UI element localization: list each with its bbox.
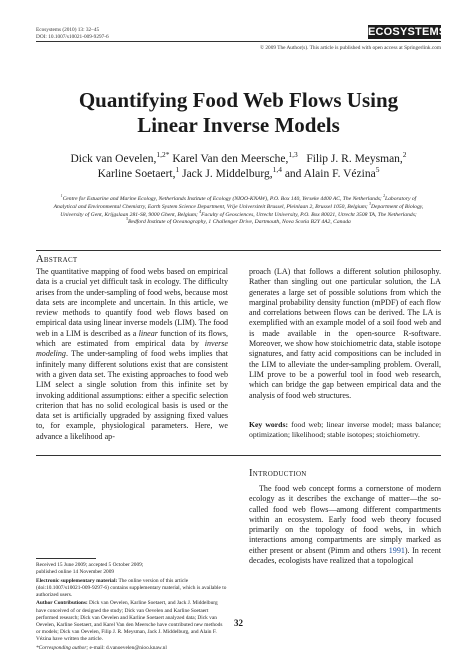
author-affil-sup: 1,2 (156, 150, 166, 160)
corresponding-mark: * (165, 150, 170, 160)
abstract-emphasis: linear (138, 328, 158, 338)
affil-number: 3 (369, 201, 371, 206)
abstract-top-rule (36, 250, 441, 251)
affil-text: Faculty of Geosciences, Utrecht University, P.O. Box 80021, Utrecht 3508 TA, The Netherlands; (201, 211, 417, 218)
keywords (249, 420, 441, 440)
affil-number: 1 (60, 194, 63, 199)
affil-text: Department of Biology, University of Gent, Krijgslaan 281-S8, 9000 Ghent, Belgium; (60, 203, 424, 218)
title-line-1: Quantifying Food Web Flows Using (78, 88, 399, 112)
abstract-right-column (249, 267, 441, 401)
esm-note (36, 578, 228, 599)
abstract-text: The quantitative mapping of food webs based on empirical data is a crucial yet difficult task in ecology. The difficulty arises from the under-sampling of food webs, because most data sets are incomplete and uncertain. In this article, we review methods to quantify food web flows based on empirical data using linear inverse models (LIM). The food web in a LIM is described as a (36, 267, 228, 338)
keywords-text: food web; linear inverse model; mass balance; optimization; likelihood; stable isotopes; stoichiometry. (249, 420, 441, 439)
intro-paragraph: ). In recent decades, ecologists have realized that a topological (249, 545, 441, 566)
affil-number: 2 (383, 194, 385, 199)
abstract-bottom-rule (36, 455, 441, 456)
author-affil-sup: 1 (175, 165, 180, 175)
journal-doi: DOI: 10.1007/s10021-009-9297-6 (36, 34, 109, 40)
published-date: published online 14 November 2009 (36, 569, 115, 576)
author-name: and Alain F. Vézina (281, 168, 376, 180)
affil-text: Centre for Estuarine and Marine Ecology, Netherlands Institute of Ecology (NIOO-KNAW), P.O. Box 140, Yerseke 4400 AC, The Netherlands; (62, 196, 384, 202)
journal-logo: ECOSYSTEMS (368, 26, 447, 38)
corresponding-note (36, 645, 228, 652)
citation-link[interactable]: 1991 (388, 545, 405, 555)
abstract-emphasis: inverse modeling (36, 339, 228, 359)
title-line-2: Linear Inverse Models (137, 113, 340, 137)
author-name: Dick van Oevelen, (70, 153, 157, 165)
esm-label: Electronic supplementary material: (36, 577, 118, 584)
corresponding-email: e-mail: d.vanoevelen@nioo.knaw.nl (88, 644, 167, 651)
esm-text: The online version of this article (doi:10.1007/s10021-009-9297-6) contains supplementary material, which is available to authorized users. (36, 577, 227, 598)
abstract-left-column (36, 267, 228, 442)
affil-number: 5 (126, 217, 128, 222)
author-line-2 (36, 167, 441, 182)
author-affil-sup: 1,4 (272, 165, 282, 175)
abstract-text: function of its flows, which are estimated from empirical data by (36, 328, 228, 349)
affil-text: Bedford Institute of Oceanography, 1 Challenger Drive, Dartmouth, Nova Scotia B2Y 4A2, Canada (127, 219, 351, 226)
author-affil-sup: 1,3 (288, 150, 298, 160)
author-name: Jack J. Middelburg, (179, 168, 273, 180)
author-name: Filip J. R. Meysman, (297, 153, 403, 165)
author-line-1 (36, 152, 441, 167)
dates-note (36, 562, 228, 576)
affil-number: 4 (199, 209, 202, 214)
abstract-heading: Abstract (36, 254, 78, 265)
abstract-text: proach (LA) that follows a different solution philosophy. Rather than singling out one particular solution, the LA generates a large set of possible solutions from which the marginal probability density function (mPDF) of each flow and correlations between flows can be derived. The LA is exemplified with an example model of a soil food web and is made available in the open-source R-software. Moreover, we show how stoichiometric data, stable isotope signatures, and fatty acid compositions can be included in the LIM to alleviate the under-sampling problem. Overall, LIM prove to be a powerful tool in food web research, which can bridge the gap between empirical data and the analysis of food web structures. (249, 267, 441, 400)
introduction-text (249, 484, 441, 566)
author-list (36, 152, 441, 182)
introduction-heading: Introduction (249, 468, 307, 479)
article-title (36, 88, 441, 138)
author-affil-sup: 2 (402, 150, 407, 160)
header-rule (36, 41, 441, 42)
copyright-notice: © 2009 The Author(s). This article is published with open access at Springerlink.com (260, 45, 441, 51)
affil-text: Laboratory of Analytical and Environmental Chemistry, Earth System Science Department, Vrije Universiteit Brussel, Pleinlaan 2, Brussel 1050, Belgium; (53, 196, 417, 210)
footnote-rule (36, 558, 96, 559)
journal-citation: Ecosystems (2010) 13: 32–45 (36, 27, 100, 33)
journal-info (36, 27, 109, 41)
author-affil-sup: 5 (375, 165, 380, 175)
page-number: 32 (234, 618, 243, 628)
received-date: Received 15 June 2009; accepted 5 October 2009; (36, 562, 144, 568)
affiliations (52, 196, 425, 227)
abstract-text: . The under-sampling of food webs implies that infinitely many different solutions exist that are consistent with a given data set. The existing approaches to food web LIM select a single solution from this infinite set by invoking additional assumptions: either a specific selection criterion that has no solid ecological basis is used or the data set is artificially upgraded by assigning fixed values to, for example, physiological parameters. Here, we advance a likelihood ap- (36, 349, 228, 441)
footnotes (36, 562, 228, 653)
contributions-label: Author Contributions: (36, 600, 88, 607)
keywords-label: Key words: (249, 420, 289, 429)
contributions-text: Dick van Oevelen, Karline Soetaert, and Jack J. Middelburg have conceived of or designed the study; Dick van Oevelen and Karline Soetaert performed research; Dick van Oevelen and Karline Soetaert analyzed data; Dick van Oevelen, Karline Soetaert, and Karel Van den Meersche have contributed new methods or models; Dick van Oevelen, Filip J. R. Meysman, Jack J. Middelburg, and Alain F. Vézina have written the article. (36, 600, 223, 642)
author-name: Karline Soetaert, (97, 168, 176, 180)
author-name: Karel Van den Meersche, (169, 153, 289, 165)
intro-paragraph: The food web concept forms a cornerstone of modern ecology as it describes the exchange of matter—the so-called food web flows—among different compartments within an ecosystem. Early food web theory focused primarily on the topology of food webs, in which interactions among compartments are simply marked as either present or absent (Pimm and others (249, 484, 441, 555)
corresponding-label: *Corresponding author; (36, 644, 89, 651)
